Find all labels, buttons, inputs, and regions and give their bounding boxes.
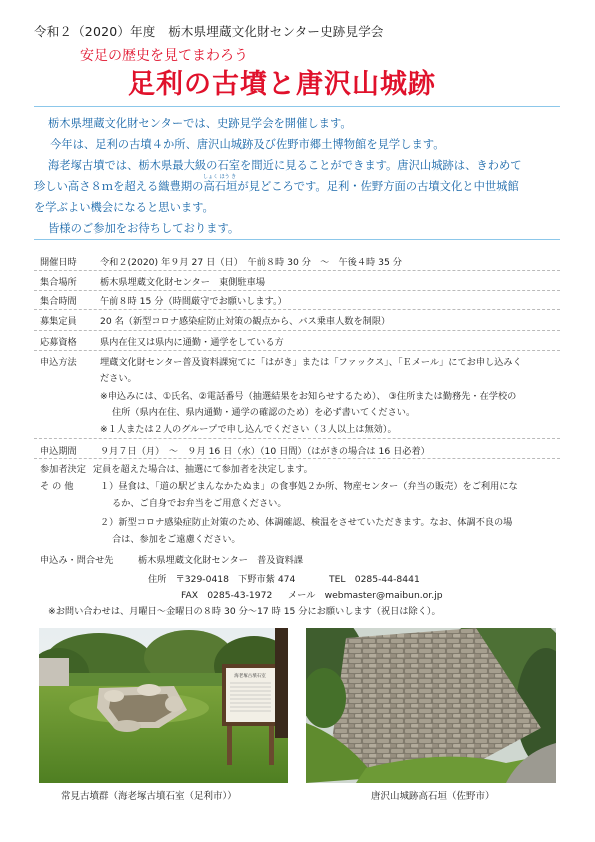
other-item: 合は、参加をご遠慮ください。 <box>112 534 241 545</box>
divider <box>34 330 560 331</box>
divider <box>34 270 560 271</box>
page-title: 足利の古墳と唐沢山城跡 <box>128 69 436 100</box>
contact-address: 住所 〒329-0418 下野市紫 474 <box>148 574 296 585</box>
right-photo-caption: 唐沢山城跡高石垣（佐野市） <box>371 791 495 802</box>
contact-note: ※お問い合わせは、月曜日〜金曜日の８時 30 分〜17 時 15 分にお願いします（祝日は除く）。 <box>48 606 441 617</box>
subtitle: 安足の歴史を見てまわろう <box>80 48 248 64</box>
contact-email[interactable]: メール webmaster@maibun.or.jp <box>288 590 443 601</box>
divider <box>34 350 560 351</box>
intro-paragraph: 栃木県埋蔵文化財センターでは、史跡見学会を開催します。 <box>48 117 352 130</box>
capacity-label: 募集定員 <box>40 316 77 327</box>
time-value: 午前８時 15 分（時間厳守でお願いします。） <box>100 296 287 307</box>
other-item: るか、ご自身でお弁当をご用意ください。 <box>112 498 287 509</box>
selection-value: 定員を超えた場合は、抽選にて参加者を決定します。 <box>93 464 313 475</box>
divider <box>34 309 560 310</box>
date-value: 令和２(2020) 年９月 27 日（日） 午前８時 30 分 〜 午後４時 35 分 <box>100 257 402 268</box>
divider <box>34 290 560 291</box>
place-value: 栃木県埋蔵文化財センター 東側駐車場 <box>100 277 266 288</box>
other-item: １）昼食は、「道の駅どまんなかたぬま」の食事処２か所、物産センター（弁当の販売）をご利用にな <box>100 481 518 492</box>
ruby-annotation: しょく ほう き <box>203 174 237 180</box>
kofun-photo-illustration <box>39 628 288 783</box>
place-label: 集合場所 <box>40 277 77 288</box>
divider <box>34 458 560 459</box>
intro-paragraph: 海老塚古墳では、栃木県最大級の石室を間近に見ることができます。唐沢山城跡は、きわめて <box>48 159 522 172</box>
method-note: ※１人または２人のグループで申し込んでください（３人以上は無効）。 <box>100 424 397 435</box>
qualification-value: 県内在住又は県内に通勤・通学をしている方 <box>100 337 284 348</box>
stone-wall-photo <box>306 628 556 783</box>
method-value: ださい。 <box>100 373 137 384</box>
event-header: 令和２（2020）年度 栃木県埋蔵文化財センター史跡見学会 <box>34 24 384 39</box>
stone-wall-illustration <box>306 628 556 783</box>
intro-paragraph: 珍しい高さ８ｍを超える織豊期の高石垣が見どころです。足利・佐野方面の古墳文化と中世城館 <box>34 180 519 193</box>
sign-title: 海老塚古墳石室 <box>234 674 266 679</box>
time-label: 集合時間 <box>40 296 77 307</box>
method-value: 埋蔵文化財センター普及資料課宛てに「はがき」または「ファックス」、「Ｅメール」にてお申し込みく <box>100 357 522 368</box>
intro-paragraph: を学ぶよい機会になると思います。 <box>34 201 214 214</box>
contact-fax: FAX 0285-43-1972 <box>181 590 273 601</box>
divider <box>34 438 560 439</box>
period-value: ９月７日（月） 〜 ９月 16 日（水）（10 日間）（はがきの場合は 16 日必着） <box>100 446 430 457</box>
method-note: 住所（県内在住、県内通勤・通学の確認のため）を必ず書いてください。 <box>112 407 416 418</box>
selection-label: 参加者決定 <box>40 464 86 475</box>
intro-paragraph: 皆様のご参加をお待ちしております。 <box>48 222 240 235</box>
intro-text <box>34 113 563 239</box>
contact-tel: TEL 0285-44-8441 <box>329 574 420 585</box>
left-photo-caption: 常見古墳群（海老塚古墳石室（足利市）） <box>61 791 237 802</box>
kofun-photo <box>39 628 288 783</box>
intro-paragraph: 今年は、足利の古墳４か所、唐沢山城跡及び佐野市郷土博物館を見学します。 <box>50 138 445 151</box>
qualification-label: 応募資格 <box>40 337 77 348</box>
other-item: ２）新型コロナ感染症防止対策のため、体調確認、検温をさせていただきます。なお、体調不良の場 <box>100 517 513 528</box>
method-note: ※申込みには、①氏名、②電話番号（抽選結果をお知らせするため）、 ③住所または勤務先・在学校の <box>100 391 517 402</box>
other-label: そ の 他 <box>40 481 74 492</box>
contact-org: 栃木県埋蔵文化財センター 普及資料課 <box>138 555 304 566</box>
period-label: 申込期間 <box>40 446 77 457</box>
date-label: 開催日時 <box>40 257 77 268</box>
contact-label: 申込み・問合せ先 <box>40 555 114 566</box>
method-label: 申込方法 <box>40 357 77 368</box>
capacity-value: 20 名（新型コロナ感染症防止対策の観点から、バス乗車人数を制限） <box>100 316 391 327</box>
